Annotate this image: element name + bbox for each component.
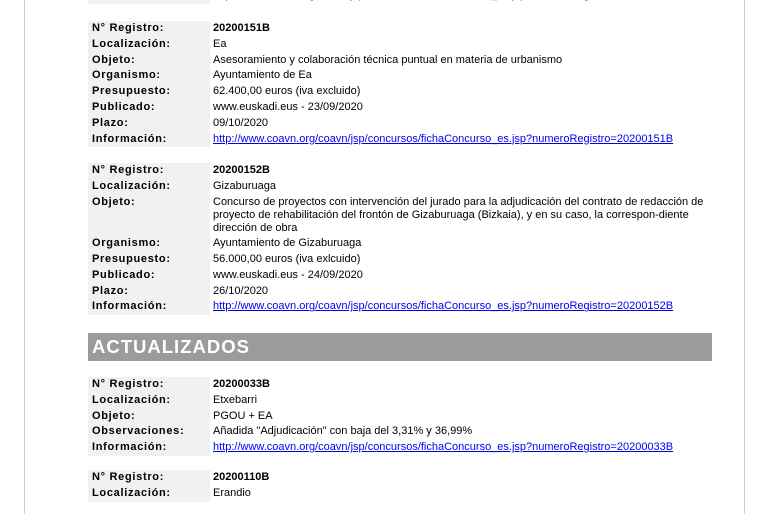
document-page	[24, 0, 745, 514]
field-label: Presupuesto:	[88, 252, 210, 268]
field-label: N° Registro:	[88, 163, 210, 179]
info-link[interactable]	[213, 0, 673, 1]
record-row	[88, 470, 708, 486]
field-label: Objeto:	[88, 53, 210, 69]
field-label	[88, 0, 210, 4]
field-value: Etxebarri	[213, 393, 258, 406]
record-row	[88, 132, 708, 148]
record-row	[88, 440, 708, 456]
record-row	[88, 163, 708, 179]
field-label: Observaciones:	[88, 424, 210, 440]
registry-number: 20200033B	[213, 378, 270, 390]
record-row	[88, 393, 708, 409]
field-value: Ayuntamiento de Gizaburuaga	[213, 237, 362, 250]
record	[88, 0, 708, 4]
field-label: Objeto:	[88, 195, 210, 237]
section-header: ACTUALIZADOS	[88, 333, 712, 361]
field-value: Gizaburuaga	[213, 179, 276, 192]
record	[88, 377, 708, 456]
info-link[interactable]: http://www.coavn.org/coavn/jsp/concursos/fichaConcurso_es.jsp?numeroRegistro=20200152B	[213, 300, 674, 313]
record-row	[88, 100, 708, 116]
field-label: Localización:	[88, 37, 210, 53]
registry-number: 20200152B	[213, 164, 270, 176]
field-label: Información:	[88, 132, 210, 148]
field-label: Plazo:	[88, 284, 210, 300]
info-link[interactable]: http://www.coavn.org/coavn/jsp/concursos/fichaConcurso_es.jsp?numeroRegistro=20200033B	[213, 441, 674, 454]
record	[88, 21, 708, 147]
record-row	[88, 21, 708, 37]
registry-number: 20200151B	[213, 22, 270, 34]
record-row	[88, 252, 708, 268]
record-row	[88, 53, 708, 69]
field-value: www.euskadi.eus - 24/09/2020	[213, 268, 363, 281]
field-label: N° Registro:	[88, 21, 210, 37]
field-label: N° Registro:	[88, 377, 210, 393]
field-label: Presupuesto:	[88, 84, 210, 100]
record	[88, 163, 708, 315]
record-row	[88, 195, 708, 237]
record	[88, 470, 708, 502]
field-value: 56.000,00 euros (iva exlcuido)	[213, 253, 361, 265]
registry-number: 20200110B	[213, 471, 270, 483]
field-label: Información:	[88, 440, 210, 456]
field-value: 26/10/2020	[213, 284, 269, 297]
record-row	[88, 284, 708, 300]
field-value: 62.400,00 euros (iva excluido)	[213, 85, 361, 98]
field-label: Información:	[88, 299, 210, 315]
field-value: Añadida "Adjudicación" con baja del 3,31% y 36,99%	[213, 425, 473, 438]
record-row	[88, 377, 708, 393]
field-label: N° Registro:	[88, 470, 210, 486]
record-row	[88, 299, 708, 315]
field-value: PGOU + EA	[213, 409, 273, 422]
field-label: Organismo:	[88, 68, 210, 84]
field-label: Plazo:	[88, 116, 210, 132]
field-value: Ayuntamiento de Ea	[213, 69, 312, 82]
field-value: 09/10/2020	[213, 116, 269, 129]
field-value: Ea	[213, 37, 227, 50]
field-label: Localización:	[88, 179, 210, 195]
record-row	[88, 84, 708, 100]
record-row	[88, 268, 708, 284]
field-label: Publicado:	[88, 100, 210, 116]
field-label: Localización:	[88, 393, 210, 409]
record-row	[88, 116, 708, 132]
record-row	[88, 68, 708, 84]
field-value: www.euskadi.eus - 23/09/2020	[213, 100, 363, 113]
field-label: Publicado:	[88, 268, 210, 284]
record-row	[88, 409, 708, 425]
field-label: Objeto:	[88, 409, 210, 425]
field-value: Concurso de proyectos con intervención del jurado para la adjudicación del contrato de redacción de proyecto de rehabilitación del frontón de Gizaburuaga (Bizkaia), y en su caso, la correspon-diente dirección de obra	[213, 195, 704, 234]
info-link[interactable]: http://www.coavn.org/coavn/jsp/concursos/fichaConcurso_es.jsp?numeroRegistro=20200151B	[213, 132, 674, 145]
record-row	[88, 236, 708, 252]
record-row	[88, 0, 708, 4]
field-value: Erandio	[213, 486, 251, 499]
field-value: Asesoramiento y colaboración técnica puntual en materia de urbanismo	[213, 53, 563, 66]
record-row	[88, 424, 708, 440]
field-label: Localización:	[88, 486, 210, 502]
record-row	[88, 179, 708, 195]
field-label: Organismo:	[88, 236, 210, 252]
record-row	[88, 37, 708, 53]
record-row	[88, 486, 708, 502]
